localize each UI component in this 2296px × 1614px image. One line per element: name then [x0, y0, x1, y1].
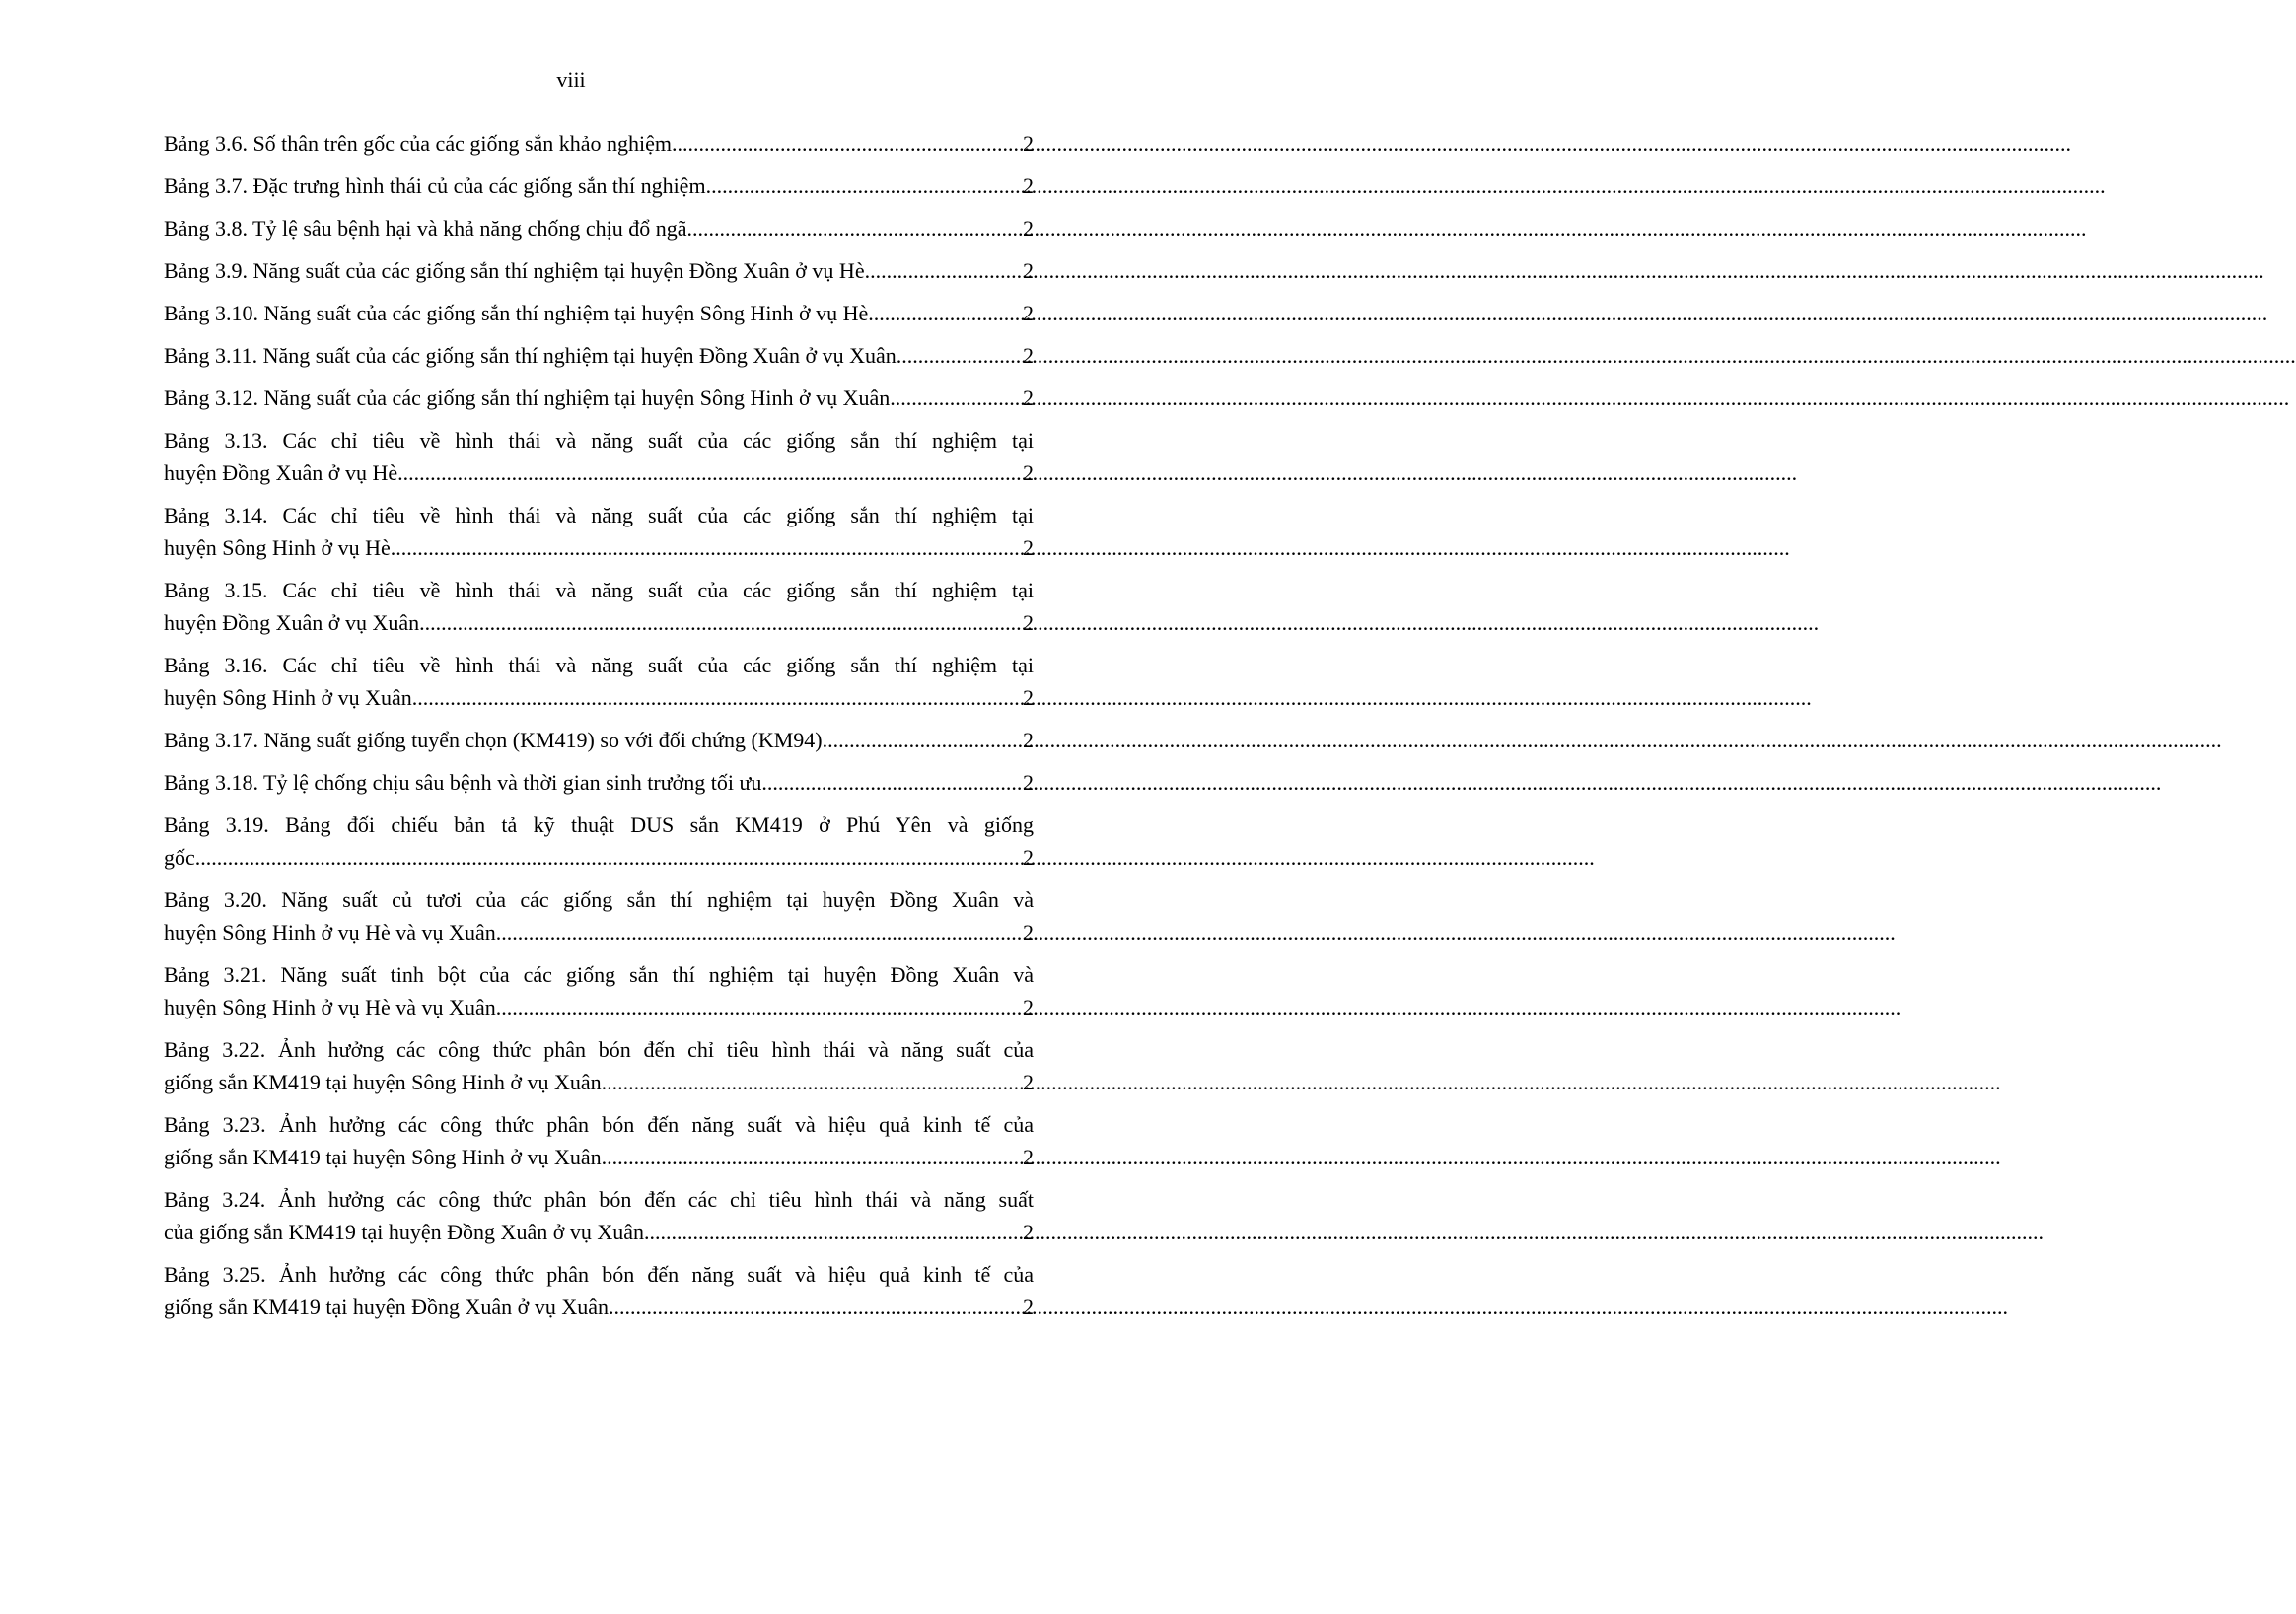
- toc-entry-page-number: 2: [1023, 920, 1034, 945]
- toc-entry-title-line: Bảng 3.19. Bảng đối chiếu bản tả kỹ thuật DUS sắn KM419 ở Phú Yên và giống: [164, 812, 1034, 837]
- toc-entry-title-line: Bảng 3.17. Năng suất giống tuyển chọn (KM419) so với đối chứng (KM94): [164, 728, 823, 752]
- toc-entry-title-line: Bảng 3.15. Các chỉ tiêu về hình thái và năng suất của các giống sắn thí nghiệm tại: [164, 578, 1034, 602]
- dot-leader: [391, 531, 1023, 564]
- dot-leader: [195, 841, 1023, 874]
- toc-entry-last-line: [164, 1291, 1034, 1323]
- dot-leader: [397, 456, 1023, 489]
- toc-entry-title-line: gốc: [164, 845, 195, 870]
- dot-leader: [890, 382, 1023, 414]
- toc-entry-page-number: 2: [1023, 685, 1034, 710]
- dot-leader: [412, 681, 1023, 714]
- toc-entry-page-number: 2: [1023, 386, 1034, 410]
- table-of-tables: [164, 127, 1034, 1333]
- toc-entry-page-number: 2: [1023, 216, 1034, 241]
- toc-entry-page-number: 2: [1023, 1145, 1034, 1169]
- toc-entry-title-line: Bảng 3.16. Các chỉ tiêu về hình thái và năng suất của các giống sắn thí nghiệm tại: [164, 653, 1034, 677]
- toc-entry[interactable]: [164, 382, 1034, 414]
- toc-entry-page-number: 2: [1023, 1220, 1034, 1244]
- toc-entry-last-line: [164, 127, 1034, 160]
- toc-entry-title-line: huyện Sông Hinh ở vụ Hè và vụ Xuân: [164, 920, 496, 945]
- toc-entry-last-line: [164, 1216, 1034, 1248]
- toc-entry-page-number: 2: [1023, 258, 1034, 283]
- toc-entry-page-number: 2: [1023, 131, 1034, 156]
- toc-entry-page-number: 2: [1023, 343, 1034, 368]
- toc-entry-page-number: 2: [1023, 535, 1034, 560]
- toc-entry-last-line: [164, 724, 1034, 756]
- dot-leader: [672, 127, 1023, 160]
- dot-leader: [868, 297, 1023, 329]
- toc-entry-page-number: 2: [1023, 610, 1034, 635]
- toc-entry-title-line: Bảng 3.12. Năng suất của các giống sắn thí nghiệm tại huyện Sông Hinh ở vụ Xuân: [164, 386, 891, 410]
- toc-entry-title-line: Bảng 3.11. Năng suất của các giống sắn thí nghiệm tại huyện Đồng Xuân ở vụ Xuân: [164, 343, 897, 368]
- toc-entry-last-line: [164, 212, 1034, 245]
- dot-leader: [706, 170, 1023, 202]
- toc-entry-title-line: Bảng 3.7. Đặc trưng hình thái củ của các giống sắn thí nghiệm: [164, 174, 706, 198]
- dot-leader: [501, 991, 1023, 1023]
- dot-leader: [419, 606, 1023, 639]
- toc-entry-last-line: [164, 841, 1034, 874]
- dot-leader: [897, 339, 1023, 372]
- toc-entry-last-line: [164, 1141, 1034, 1173]
- dot-leader: [609, 1291, 1023, 1323]
- toc-entry-title-line: Bảng 3.18. Tỷ lệ chống chịu sâu bệnh và thời gian sinh trưởng tối ưu: [164, 770, 762, 795]
- toc-entry-page-number: 2: [1023, 460, 1034, 485]
- toc-entry[interactable]: [164, 766, 1034, 799]
- toc-entry-last-line: [164, 382, 1034, 414]
- page-number: viii: [556, 67, 586, 92]
- toc-entry-last-line: [164, 170, 1034, 202]
- toc-entry-title-line: Bảng 3.25. Ảnh hưởng các công thức phân bón đến năng suất và hiệu quả kinh tế của: [164, 1262, 1034, 1287]
- toc-entry-last-line: [164, 456, 1034, 489]
- toc-entry-title-line: của giống sắn KM419 tại huyện Đồng Xuân ở vụ Xuân: [164, 1220, 644, 1244]
- toc-entry-page-number: 2: [1023, 1070, 1034, 1094]
- toc-entry-title-line: huyện Đồng Xuân ở vụ Hè: [164, 460, 398, 485]
- toc-entry[interactable]: [164, 724, 1034, 756]
- toc-entry-page-number: 2: [1023, 770, 1034, 795]
- toc-entry-last-line: [164, 254, 1034, 287]
- toc-entry-title-line: huyện Đồng Xuân ở vụ Xuân: [164, 610, 420, 635]
- toc-entry[interactable]: [164, 808, 1034, 874]
- toc-entry-last-line: [164, 297, 1034, 329]
- toc-entry-title-line: Bảng 3.14. Các chỉ tiêu về hình thái và năng suất của các giống sắn thí nghiệm tại: [164, 503, 1034, 527]
- toc-entry[interactable]: [164, 127, 1034, 160]
- toc-entry-last-line: [164, 916, 1034, 948]
- toc-entry[interactable]: [164, 254, 1034, 287]
- toc-entry[interactable]: [164, 170, 1034, 202]
- toc-entry-last-line: [164, 339, 1034, 372]
- dot-leader: [761, 766, 1023, 799]
- toc-entry-title-line: Bảng 3.20. Năng suất củ tươi của các giống sắn thí nghiệm tại huyện Đồng Xuân và: [164, 887, 1034, 912]
- toc-entry-page-number: 2: [1023, 301, 1034, 325]
- toc-entry-page-number: 2: [1023, 1295, 1034, 1319]
- toc-entry-title-line: Bảng 3.6. Số thân trên gốc của các giống sắn khảo nghiệm: [164, 131, 673, 156]
- toc-entry[interactable]: [164, 649, 1034, 714]
- toc-entry-page-number: 2: [1023, 845, 1034, 870]
- dot-leader: [602, 1066, 1023, 1098]
- toc-entry-page-number: 2: [1023, 728, 1034, 752]
- dot-leader: [687, 212, 1023, 245]
- toc-entry-last-line: [164, 531, 1034, 564]
- toc-entry-last-line: [164, 606, 1034, 639]
- toc-entry-title-line: Bảng 3.23. Ảnh hưởng các công thức phân bón đến năng suất và hiệu quả kinh tế của: [164, 1112, 1034, 1137]
- toc-entry-last-line: [164, 681, 1034, 714]
- toc-entry-page-number: 2: [1023, 174, 1034, 198]
- dot-leader: [644, 1216, 1023, 1248]
- toc-entry-title-line: giống sắn KM419 tại huyện Sông Hinh ở vụ Xuân: [164, 1145, 602, 1169]
- toc-entry[interactable]: [164, 958, 1034, 1023]
- toc-entry-title-line: giống sắn KM419 tại huyện Đồng Xuân ở vụ Xuân: [164, 1295, 609, 1319]
- toc-entry-title-line: giống sắn KM419 tại huyện Sông Hinh ở vụ Xuân: [164, 1070, 602, 1094]
- toc-entry[interactable]: [164, 1183, 1034, 1248]
- toc-entry-title-line: huyện Sông Hinh ở vụ Hè và vụ Xuân.: [164, 995, 502, 1019]
- toc-entry-page-number: 2: [1023, 995, 1034, 1019]
- toc-entry-title-line: huyện Sông Hinh ở vụ Xuân: [164, 685, 412, 710]
- toc-entry[interactable]: [164, 1033, 1034, 1098]
- toc-entry[interactable]: [164, 1258, 1034, 1323]
- dot-leader: [865, 254, 1023, 287]
- toc-entry-title-line: huyện Sông Hinh ở vụ Hè: [164, 535, 391, 560]
- dot-leader: [823, 724, 1023, 756]
- toc-entry[interactable]: [164, 883, 1034, 948]
- toc-entry-last-line: [164, 1066, 1034, 1098]
- toc-entry-title-line: Bảng 3.24. Ảnh hưởng các công thức phân bón đến các chỉ tiêu hình thái và năng suất: [164, 1187, 1034, 1212]
- toc-entry[interactable]: [164, 339, 1034, 372]
- toc-entry-title-line: Bảng 3.9. Năng suất của các giống sắn thí nghiệm tại huyện Đồng Xuân ở vụ Hè: [164, 258, 865, 283]
- toc-entry-title-line: Bảng 3.8. Tỷ lệ sâu bệnh hại và khả năng chống chịu đổ ngã: [164, 216, 687, 241]
- toc-entry[interactable]: [164, 212, 1034, 245]
- dot-leader: [496, 916, 1023, 948]
- toc-entry[interactable]: [164, 499, 1034, 564]
- toc-entry-title-line: Bảng 3.22. Ảnh hưởng các công thức phân bón đến chỉ tiêu hình thái và năng suất của: [164, 1037, 1034, 1062]
- toc-entry-last-line: [164, 991, 1034, 1023]
- toc-entry-last-line: [164, 766, 1034, 799]
- toc-entry-title-line: Bảng 3.21. Năng suất tinh bột của các giống sắn thí nghiệm tại huyện Đồng Xuân và: [164, 962, 1034, 987]
- toc-entry[interactable]: [164, 297, 1034, 329]
- toc-entry[interactable]: [164, 574, 1034, 639]
- dot-leader: [602, 1141, 1023, 1173]
- toc-entry[interactable]: [164, 424, 1034, 489]
- toc-entry[interactable]: [164, 1108, 1034, 1173]
- toc-entry-title-line: Bảng 3.13. Các chỉ tiêu về hình thái và năng suất của các giống sắn thí nghiệm tại: [164, 428, 1034, 453]
- toc-entry-title-line: Bảng 3.10. Năng suất của các giống sắn thí nghiệm tại huyện Sông Hinh ở vụ Hè: [164, 301, 869, 325]
